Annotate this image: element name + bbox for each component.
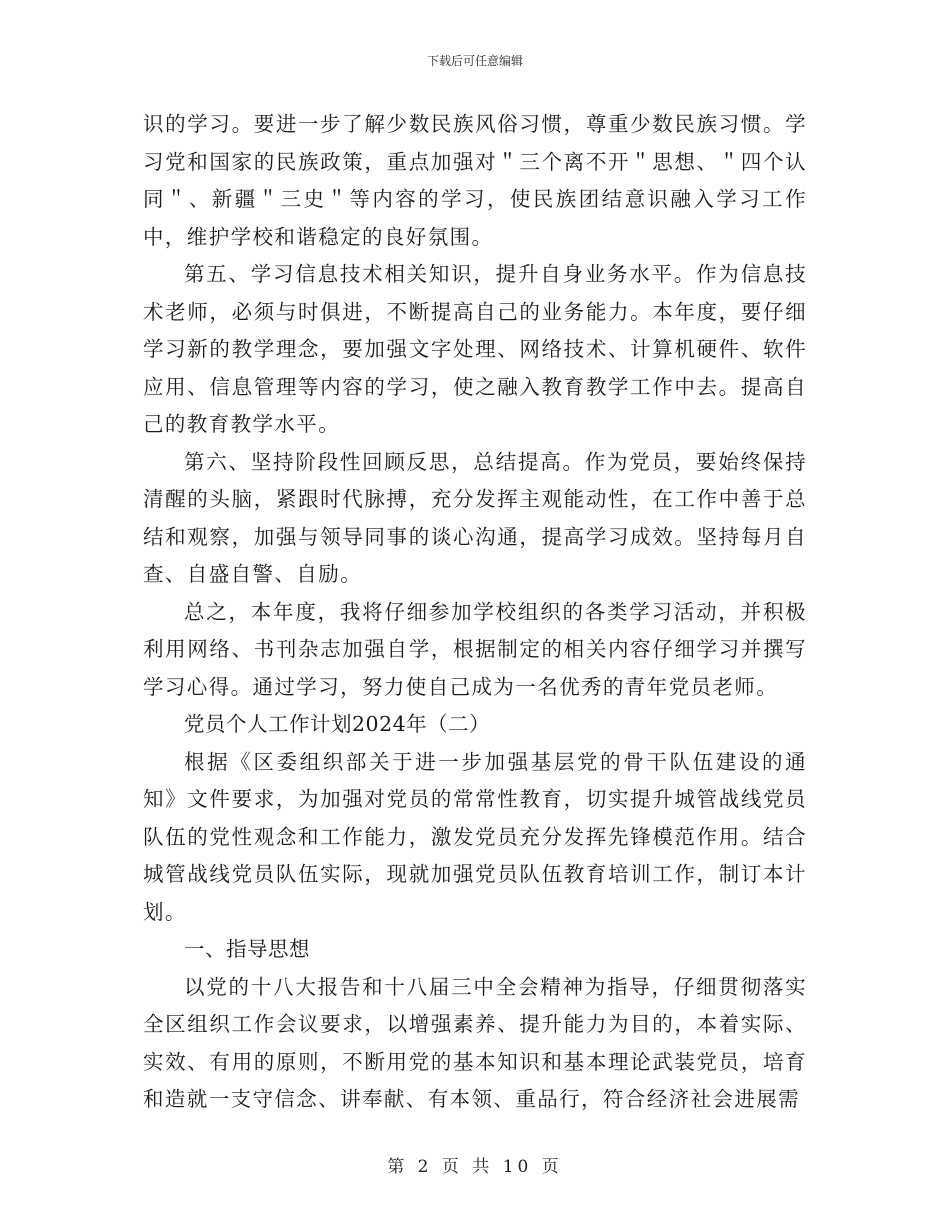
- paragraph-guiding-thought: 以党的十八大报告和十八届三中全会精神为指导，仔细贯彻落实全区组织工作会议要求，以增强素养、提升能力为目的，本着实际、实效、有用的原则，不断用党的基本知识和基本理论武装党员，培育和造就一支守信念、讲奉献、有本领、重品行，符合经济社会进展需: [143, 974, 807, 1111]
- section-heading-guiding-thought: 一、指导思想: [184, 937, 310, 961]
- page-number: 第 2 页 共 10 页: [387, 1157, 563, 1177]
- section-title: 党员个人工作计划2024年（二）: [184, 712, 491, 736]
- paragraph-basis: 根据《区委组织部关于进一步加强基层党的骨干队伍建设的通知》文件要求，为加强对党员的常常性教育，切实提升城管战线党员队伍的党性观念和工作能力，激发党员充分发挥先锋模范作用。结合城管战线党员队伍实际，现就加强党员队伍教育培训工作，制订本计划。: [143, 749, 807, 924]
- paragraph-fifth: 第五、学习信息技术相关知识，提升自身业务水平。作为信息技术老师，必须与时俱进，不断提高自己的业务能力。本年度，要仔细学习新的教学理念，要加强文字处理、网络技术、计算机硬件、软件应用、信息管理等内容的学习，使之融入教育教学工作中去。提高自己的教育教学水平。: [143, 262, 807, 436]
- page-header: 下载后可任意编辑: [426, 54, 523, 68]
- paragraph-summary: 总之，本年度，我将仔细参加学校组织的各类学习活动，并积极利用网络、书刊杂志加强自学，根据制定的相关内容仔细学习并撰写学习心得。通过学习，努力使自己成为一名优秀的青年党员老师。: [143, 599, 807, 699]
- paragraph-ethnic-study: 识的学习。要进一步了解少数民族风俗习惯，尊重少数民族习惯。学习党和国家的民族政策，重点加强对＂三个离不开＂思想、＂四个认同＂、新疆＂三史＂等内容的学习，使民族团结意识融入学习工作中，维护学校和谐稳定的良好氛围。: [143, 112, 807, 249]
- paragraph-sixth: 第六、坚持阶段性回顾反思，总结提高。作为党员，要始终保持清醒的头脑，紧跟时代脉搏，充分发挥主观能动性，在工作中善于总结和观察，加强与领导同事的谈心沟通，提高学习成效。坚持每月自查、自盛自警、自励。: [143, 449, 807, 586]
- document-body: [143, 106, 807, 1119]
